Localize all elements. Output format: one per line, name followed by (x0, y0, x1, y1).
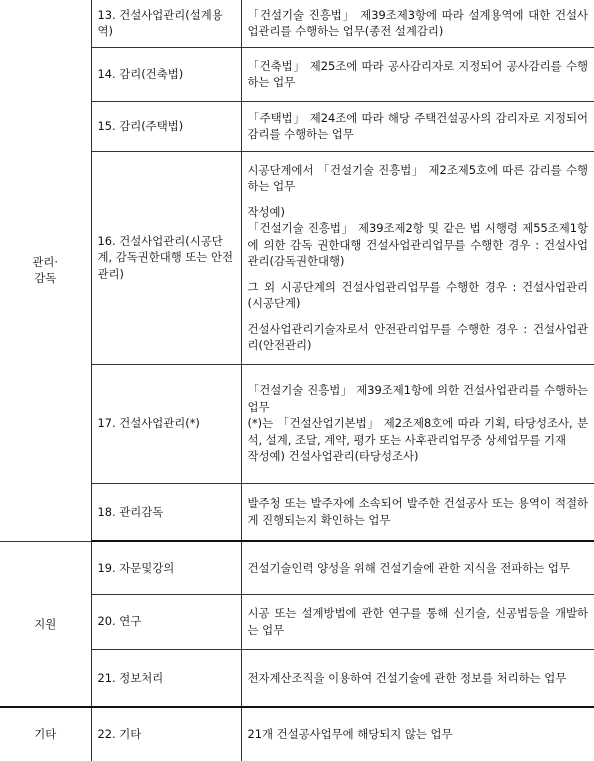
category-label: 지원 (34, 616, 57, 631)
description-cell (241, 707, 594, 761)
description-text: 건설사업관리기술자로서 안전관리업무를 수행한 경우 : 건설사업관리(안전관리) (247, 321, 588, 352)
category-other-cell (0, 707, 91, 761)
item-label: 22. 기타 (97, 727, 142, 742)
item-label: 13. 건설사업관리(설계용역) (97, 7, 223, 39)
description-cell (241, 483, 594, 541)
description-text: 발주청 또는 발주자에 소속되어 발주한 건설공사 또는 용역이 적절하게 진행되는지 확인하는 업무 (247, 496, 588, 527)
item-cell (91, 483, 241, 541)
description-cell (241, 541, 594, 594)
description-cell (241, 47, 594, 101)
description-text: 건설기술인력 양성을 위해 건설기술에 관한 지식을 전파하는 업무 (247, 560, 570, 575)
item-label: 14. 감리(건축법) (97, 66, 184, 81)
description-text: 시공 또는 설계방법에 관한 연구를 통해 신기술, 신공법등을 개발하는 업무 (247, 606, 588, 637)
item-cell (91, 47, 241, 101)
description-text: 「건축법」 제25조에 따라 공사감리자로 지정되어 공사감리를 수행하는 업무 (247, 58, 588, 89)
item-cell (91, 594, 241, 649)
description-text: 작성예) 「건설기술 진흥법」 제39조제2항 및 같은 법 시행령 제55조제1항에 의한 감독 권한대행 건설사업관리업무를 수행한 경우 : 건설사업관리(감독권한대행) (247, 204, 588, 268)
item-label: 19. 자문및강의 (97, 560, 175, 575)
category-management-cell (0, 0, 91, 541)
item-label: 20. 연구 (97, 614, 142, 629)
item-cell (91, 151, 241, 364)
category-support-cell (0, 541, 91, 707)
item-cell (91, 649, 241, 707)
description-text: 「건설기술 진흥법」 제39조제1항에 의한 건설사업관리를 수행하는 업무 (*)는 「건설산업기본법」 제2조제8호에 따라 기획, 타당성조사, 분석, 설계, 조달, 계약, 평가 또는 사후관리업무중 상세업무를 기재 작성예) 건설사업관리(타당성조사) (247, 383, 588, 464)
description-cell (241, 151, 594, 364)
description-text: 「건설기술 진흥법」 제39조제3항에 따라 설계용역에 대한 건설사업관리를 수행하는 업무(종전 설계감리) (247, 7, 588, 39)
description-text: 「주택법」 제24조에 따라 해당 주택건설공사의 감리자로 지정되어 감리를 수행하는 업무 (247, 110, 588, 141)
table-row (0, 707, 594, 761)
item-cell (91, 541, 241, 594)
description-cell (241, 364, 594, 483)
item-cell (91, 364, 241, 483)
item-cell (91, 0, 241, 47)
table-row (0, 0, 594, 47)
category-label: 관리· 감독 (32, 254, 59, 286)
category-label: 기타 (34, 727, 57, 742)
item-label: 21. 정보처리 (97, 670, 164, 685)
description-cell (241, 649, 594, 707)
item-label: 18. 관리감독 (97, 504, 164, 519)
description-cell (241, 0, 594, 47)
table-row (0, 541, 594, 594)
description-text: 그 외 시공단계의 건설사업관리업무를 수행한 경우 : 건설사업관리(시공단계) (247, 279, 588, 310)
item-cell (91, 101, 241, 151)
description-text: 전자계산조직을 이용하여 건설기술에 관한 정보를 처리하는 업무 (247, 670, 567, 685)
description-text: 시공단계에서 「건설기술 진흥법」 제2조제5호에 따른 감리를 수행하는 업무 (247, 162, 588, 193)
item-label: 16. 건설사업관리(시공단계, 감독권한대행 또는 안전관리) (97, 233, 234, 281)
description-cell (241, 101, 594, 151)
item-label: 17. 건설사업관리(*) (97, 416, 200, 431)
description-text: 21개 건설공사업무에 해당되지 않는 업무 (247, 727, 453, 742)
item-label: 15. 감리(주택법) (97, 118, 184, 133)
item-cell (91, 707, 241, 761)
description-cell (241, 594, 594, 649)
